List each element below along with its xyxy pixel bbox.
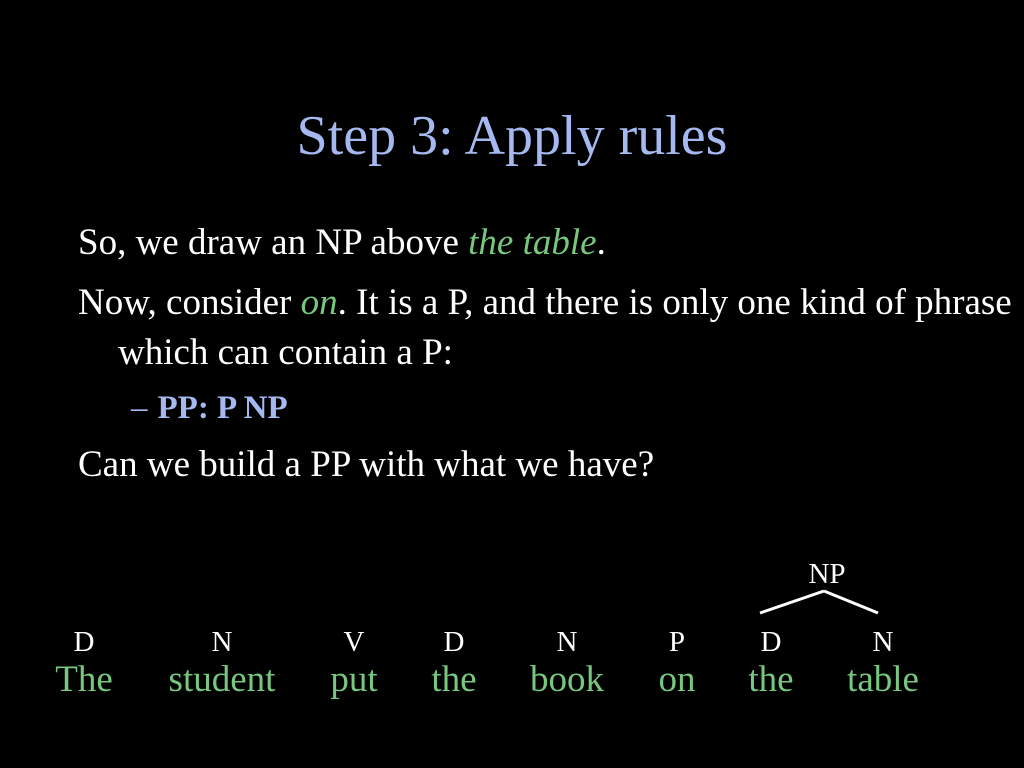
sentence-word: book xyxy=(530,659,604,700)
sentence-word: put xyxy=(330,659,378,700)
bullet-2-emphasis: on xyxy=(300,282,338,323)
bullet-2 xyxy=(78,278,1018,378)
sentence-word: the xyxy=(431,659,477,700)
pos-tag: P xyxy=(668,626,686,658)
syntax-tree xyxy=(0,540,1024,768)
sentence-word: on xyxy=(658,659,696,700)
bullet-3 xyxy=(78,440,1018,490)
bullet-1-end: . xyxy=(596,222,606,263)
bullet-2-end: . It is a P, and there is only one kind of phrase which can contain a P: xyxy=(118,282,1012,373)
bullet-3-text: Can we build a PP with what we have? xyxy=(78,444,655,485)
pos-tag: N xyxy=(556,626,578,658)
bullet-1 xyxy=(78,218,1018,268)
bullet-1-text: So, we draw an NP above xyxy=(78,222,469,263)
sentence-word: The xyxy=(55,659,113,700)
pos-tag: D xyxy=(443,626,465,658)
bullet-1-emphasis: the table xyxy=(468,222,597,263)
pos-tag: D xyxy=(73,626,95,658)
tree-branch xyxy=(824,591,878,613)
bullet-2-text: Now, consider xyxy=(78,282,301,323)
pos-tag: N xyxy=(211,626,233,658)
slide-title: Step 3: Apply rules xyxy=(296,105,728,167)
phrase-label: NP xyxy=(808,558,846,590)
sub-bullet-dash: – xyxy=(131,390,148,426)
pos-tag: D xyxy=(760,626,782,658)
tree-branch xyxy=(760,591,824,613)
sentence-word: table xyxy=(847,659,919,700)
pos-tag: V xyxy=(343,626,365,658)
sub-bullet-text: PP: P NP xyxy=(157,390,288,426)
sub-bullet-pp-rule xyxy=(131,386,288,430)
sentence-word: the xyxy=(748,659,794,700)
pos-tag: N xyxy=(872,626,894,658)
sentence-word: student xyxy=(168,659,276,700)
